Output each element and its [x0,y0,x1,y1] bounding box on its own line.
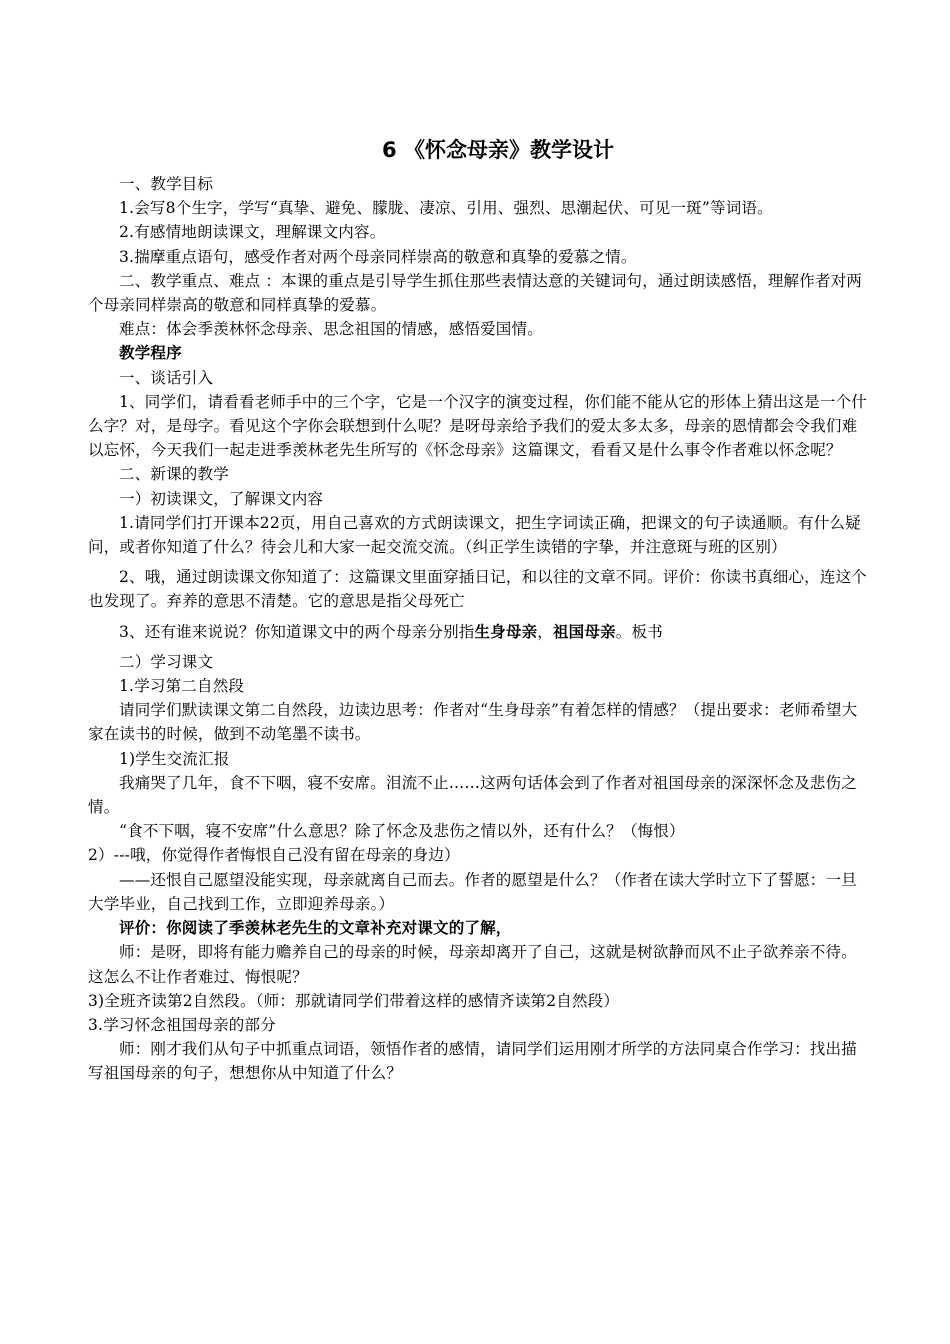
quote-analysis: 我痛哭了几年，食不下咽，寝不安席。泪流不止……这两句话体会到了作者对祖国母亲的深深怀念及悲伤之情。 [88,773,857,817]
document-page [88,132,868,1086]
difficulty: 难点：体会季羡林怀念母亲、思念祖国的情感，感悟爱国情。 [119,320,543,339]
birth-mother-term: 生身母亲 [474,621,538,641]
question-meaning: “食不下咽，寝不安席”什么意思？除了怀念及悲伤之情以外，还有什么？（悔恨） [119,822,685,841]
goal-3: 3.揣摩重点语句，感受作者对两个母亲同样崇高的敬意和真挚的爱慕之情。 [119,247,637,266]
document-title: 6 《怀念母亲》教学设计 [382,138,614,162]
student-report: 1)学生交流汇报 [119,749,230,768]
section-new-lesson: 二、新课的教学 [119,465,229,484]
subsection-first-reading: 一）初读课文，了解课文内容 [119,489,324,508]
evaluation-note: 评价：你阅读了季羡林老先生的文章补充对课文的了解， [119,918,512,938]
section-introduction: 一、谈话引入 [119,368,214,387]
wish-explanation: ——还恨自己愿望没能实现，母亲就离自己而去。作者的愿望是什么？（作者在读大学时立下了誓愿：一旦大学毕业，自己找到工作，立即迎养母亲。） [88,870,857,913]
teaching-procedure-heading: 教学程序 [119,344,182,363]
learn-paragraph-2: 1.学习第二自然段 [119,677,245,696]
introduction-paragraph: 1、同学们，请看看老师手中的三个字，它是一个汉字的演变过程，你们能不能从它的形体上猜出这是一个什么字？对，是母字。看见这个字你会联想到什么呢？是呀母亲给予我们的爱太多太多，母亲的恩情都会令我们难以忘怀，今天我们一起走进季羡林老先生所写的《怀念母亲》这篇课文，看看又是什么事令作者难以怀念呢？ [88,392,867,460]
first-reading-step-1: 1.请同学们打开课本22页，用自己喜欢的方式朗读课文，把生字词读正确，把课文的句子读通顺。有什么疑问，或者你知道了什么？待会儿和大家一起交流交流。（纠正学生读错的字挚，并注意斑与班的区别） [88,513,861,557]
section-teaching-goals: 一、教学目标 [119,175,214,193]
step-3-ending: 。板书 [615,622,663,641]
class-reading: 3)全班齐读第2自然段。（师：那就请同学们带着这样的感情齐读第2自然段） [88,991,620,1010]
section-key-points: 二、教学重点、难点 ：本课的重点是引导学生抓住那些表情达意的关键词句，通过朗读感悟，理解作者对两个母亲同样崇高的敬意和同样真挚的爱慕。 [88,271,863,315]
step-3-text: 3、还有谁来说说？你知道课文中的两个母亲分别指 [119,622,475,641]
step-3-separator: ， [537,622,553,641]
teacher-remark: 师：是呀，即将有能力赡养自己的母亲的时候，母亲却离开了自己，这就是树欲静而风不止子欲养亲不待。这怎么不让作者难过、悔恨呢？ [88,943,857,986]
regret-point: 2）---哦，你觉得作者悔恨自己没有留在母亲的身边） [88,846,460,865]
reading-instruction: 请同学们默读课文第二自然段，边读边思考：作者对“生身母亲”有着怎样的情感？（提出要求：老师希望大家在读书的时候，做到不动笔墨不读书。 [88,701,858,744]
goal-1: 1.会写8个生字，学写“真挚、避免、朦胧、凄凉、引用、强烈、思潮起伏、可见一斑”等词语。 [119,199,773,218]
motherland-term: 祖国母亲 [552,621,616,641]
group-learning-instruction: 师：刚才我们从句子中抓重点词语，领悟作者的感情，请同学们运用刚才所学的方法同桌合作学习：找出描写祖国母亲的句子，想想你从中知道了什么？ [88,1040,857,1083]
goal-2: 2.有感情地朗读课文，理解课文内容。 [119,223,386,242]
first-reading-step-2: 2、哦，通过朗读课文你知道了：这篇课文里面穿插日记，和以往的文章不同。评价：你读书真细心，连这个也发现了。弃养的意思不清楚。它的意思是指父母死亡 [88,568,867,611]
first-reading-step-3 [88,620,868,644]
subsection-learning-text: 二）学习课文 [119,652,214,671]
learn-motherland-part: 3.学习怀念祖国母亲的部分 [88,1015,276,1034]
